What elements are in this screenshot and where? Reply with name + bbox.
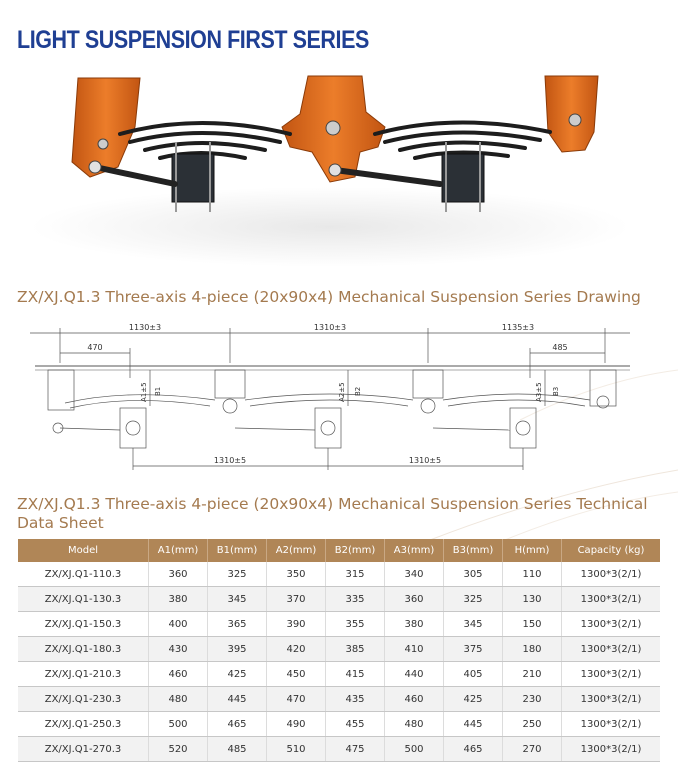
value-cell: 460 bbox=[385, 687, 444, 712]
table-row bbox=[18, 687, 660, 712]
value-cell: 1300*3(2/1) bbox=[562, 562, 661, 587]
value-cell: 430 bbox=[149, 637, 208, 662]
value-cell: 315 bbox=[326, 562, 385, 587]
model-cell: ZX/XJ.Q1-180.3 bbox=[18, 637, 149, 662]
value-cell: 150 bbox=[503, 612, 562, 637]
model-cell: ZX/XJ.Q1-130.3 bbox=[18, 587, 149, 612]
model-cell: ZX/XJ.Q1-230.3 bbox=[18, 687, 149, 712]
col-header: A2(mm) bbox=[267, 539, 326, 562]
table-header-row bbox=[18, 539, 660, 562]
dim-top-3: 1135±3 bbox=[501, 323, 535, 332]
col-header: A1(mm) bbox=[149, 539, 208, 562]
value-cell: 345 bbox=[208, 587, 267, 612]
value-cell: 130 bbox=[503, 587, 562, 612]
value-cell: 375 bbox=[444, 637, 503, 662]
value-cell: 305 bbox=[444, 562, 503, 587]
model-cell: ZX/XJ.Q1-210.3 bbox=[18, 662, 149, 687]
value-cell: 490 bbox=[267, 712, 326, 737]
value-cell: 350 bbox=[267, 562, 326, 587]
value-cell: 480 bbox=[149, 687, 208, 712]
table-row bbox=[18, 562, 660, 587]
value-cell: 455 bbox=[326, 712, 385, 737]
label-a2: A2±5 bbox=[338, 382, 346, 402]
value-cell: 410 bbox=[385, 637, 444, 662]
value-cell: 270 bbox=[503, 737, 562, 762]
value-cell: 250 bbox=[503, 712, 562, 737]
value-cell: 1300*3(2/1) bbox=[562, 662, 661, 687]
model-cell: ZX/XJ.Q1-110.3 bbox=[18, 562, 149, 587]
rear-hanger bbox=[545, 76, 598, 152]
value-cell: 110 bbox=[503, 562, 562, 587]
value-cell: 405 bbox=[444, 662, 503, 687]
dim-bottom-1: 1310±5 bbox=[213, 456, 247, 465]
value-cell: 325 bbox=[208, 562, 267, 587]
model-cell: ZX/XJ.Q1-270.3 bbox=[18, 737, 149, 762]
value-cell: 425 bbox=[444, 687, 503, 712]
value-cell: 470 bbox=[267, 687, 326, 712]
value-cell: 1300*3(2/1) bbox=[562, 587, 661, 612]
label-a3: A3±5 bbox=[535, 382, 543, 402]
col-header: A3(mm) bbox=[385, 539, 444, 562]
value-cell: 440 bbox=[385, 662, 444, 687]
value-cell: 480 bbox=[385, 712, 444, 737]
value-cell: 395 bbox=[208, 637, 267, 662]
col-header: H(mm) bbox=[503, 539, 562, 562]
table-row bbox=[18, 662, 660, 687]
value-cell: 465 bbox=[444, 737, 503, 762]
dim-right: 485 bbox=[552, 343, 568, 352]
dim-bottom-2: 1310±5 bbox=[408, 456, 442, 465]
value-cell: 380 bbox=[149, 587, 208, 612]
value-cell: 385 bbox=[326, 637, 385, 662]
front-hanger bbox=[72, 78, 140, 177]
technical-data-table bbox=[18, 539, 660, 762]
value-cell: 370 bbox=[267, 587, 326, 612]
value-cell: 485 bbox=[208, 737, 267, 762]
dim-top-1: 1130±3 bbox=[128, 323, 162, 332]
value-cell: 475 bbox=[326, 737, 385, 762]
value-cell: 1300*3(2/1) bbox=[562, 737, 661, 762]
value-cell: 360 bbox=[385, 587, 444, 612]
value-cell: 380 bbox=[385, 612, 444, 637]
label-b3: B3 bbox=[552, 386, 560, 396]
value-cell: 400 bbox=[149, 612, 208, 637]
table-row bbox=[18, 737, 660, 762]
value-cell: 390 bbox=[267, 612, 326, 637]
table-row bbox=[18, 612, 660, 637]
value-cell: 415 bbox=[326, 662, 385, 687]
value-cell: 1300*3(2/1) bbox=[562, 612, 661, 637]
table-row bbox=[18, 637, 660, 662]
label-a1: A1±5 bbox=[140, 382, 148, 402]
model-cell: ZX/XJ.Q1-250.3 bbox=[18, 712, 149, 737]
table-section-title: ZX/XJ.Q1.3 Three-axis 4-piece (20x90x4) Mechanical Suspension Series Technical Data Sheet bbox=[17, 495, 648, 532]
page-title: LIGHT SUSPENSION FIRST SERIES bbox=[17, 26, 369, 54]
dim-top-2: 1310±3 bbox=[313, 323, 347, 332]
value-cell: 445 bbox=[444, 712, 503, 737]
model-cell: ZX/XJ.Q1-150.3 bbox=[18, 612, 149, 637]
value-cell: 355 bbox=[326, 612, 385, 637]
suspension-photo bbox=[0, 72, 678, 272]
drawing-section-title: ZX/XJ.Q1.3 Three-axis 4-piece (20x90x4) Mechanical Suspension Series Drawing bbox=[17, 288, 641, 306]
value-cell: 520 bbox=[149, 737, 208, 762]
col-header: B1(mm) bbox=[208, 539, 267, 562]
value-cell: 510 bbox=[267, 737, 326, 762]
value-cell: 365 bbox=[208, 612, 267, 637]
value-cell: 465 bbox=[208, 712, 267, 737]
col-header: B3(mm) bbox=[444, 539, 503, 562]
value-cell: 325 bbox=[444, 587, 503, 612]
col-header: Model bbox=[18, 539, 149, 562]
suspension-drawing bbox=[30, 318, 630, 478]
value-cell: 445 bbox=[208, 687, 267, 712]
dim-left: 470 bbox=[87, 343, 103, 352]
value-cell: 360 bbox=[149, 562, 208, 587]
value-cell: 460 bbox=[149, 662, 208, 687]
value-cell: 450 bbox=[267, 662, 326, 687]
col-header: Capacity (kg) bbox=[562, 539, 661, 562]
table-row bbox=[18, 587, 660, 612]
value-cell: 425 bbox=[208, 662, 267, 687]
col-header: B2(mm) bbox=[326, 539, 385, 562]
label-b2: B2 bbox=[354, 386, 362, 396]
value-cell: 1300*3(2/1) bbox=[562, 712, 661, 737]
value-cell: 180 bbox=[503, 637, 562, 662]
value-cell: 335 bbox=[326, 587, 385, 612]
value-cell: 500 bbox=[149, 712, 208, 737]
value-cell: 210 bbox=[503, 662, 562, 687]
value-cell: 230 bbox=[503, 687, 562, 712]
value-cell: 420 bbox=[267, 637, 326, 662]
table-row bbox=[18, 712, 660, 737]
label-b1: B1 bbox=[154, 386, 162, 396]
value-cell: 1300*3(2/1) bbox=[562, 637, 661, 662]
value-cell: 340 bbox=[385, 562, 444, 587]
value-cell: 435 bbox=[326, 687, 385, 712]
value-cell: 1300*3(2/1) bbox=[562, 687, 661, 712]
value-cell: 500 bbox=[385, 737, 444, 762]
value-cell: 345 bbox=[444, 612, 503, 637]
